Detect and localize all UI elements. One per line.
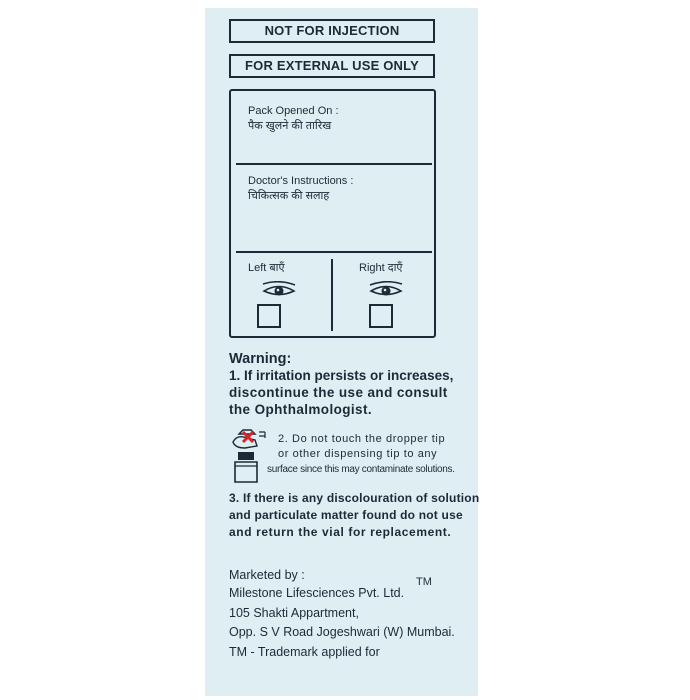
warning-item-2: 2. Do not touch the dropper tip — [278, 433, 446, 445]
external-use-box: FOR EXTERNAL USE ONLY — [229, 54, 435, 78]
pack-opened-label-hindi: पैक खुलने की तारिख — [248, 120, 332, 132]
trademark-note: TM - Trademark applied for — [229, 645, 380, 659]
right-eye-checkbox[interactable] — [369, 304, 393, 328]
right-eye-label: Right दाएँ — [359, 262, 403, 274]
warning-heading: Warning: — [229, 351, 292, 367]
dropper-warning-icon — [225, 426, 271, 484]
left-eye-checkbox[interactable] — [257, 304, 281, 328]
address-line-2: Opp. S V Road Jogeshwari (W) Mumbai. — [229, 625, 455, 639]
warning-item-3: 3. If there is any discolouration of solution — [229, 491, 480, 505]
eye-icon — [261, 281, 297, 299]
divider — [331, 259, 333, 331]
divider — [236, 251, 432, 253]
product-label — [205, 8, 478, 696]
warning-item-1-cont: the Ophthalmologist. — [229, 402, 372, 417]
pack-opened-label: Pack Opened On : — [248, 105, 339, 117]
divider — [236, 163, 432, 165]
warning-item-2-cont: or other dispensing tip to any — [278, 448, 438, 460]
trademark-mark: TM — [416, 576, 432, 588]
warning-item-1: 1. If irritation persists or increases, — [229, 368, 454, 383]
eye-icon — [368, 281, 404, 299]
left-eye-label: Left बाएँ — [248, 262, 285, 274]
not-for-injection-box: NOT FOR INJECTION — [229, 19, 435, 43]
warning-item-1-cont: discontinue the use and consult — [229, 385, 448, 400]
warning-item-3-cont: and return the vial for replacement. — [229, 525, 452, 539]
warning-item-3-cont: and particulate matter found do not use — [229, 508, 463, 522]
warning-item-2-cont: surface since this may contaminate solutions. — [267, 464, 455, 475]
marketed-by-label: Marketed by : — [229, 568, 305, 582]
address-line-1: 105 Shakti Appartment, — [229, 606, 359, 620]
instructions-panel — [229, 89, 436, 338]
doctor-instructions-label-hindi: चिकित्सक की सलाह — [248, 190, 330, 202]
company-name: Milestone Lifesciences Pvt. Ltd. — [229, 586, 405, 600]
doctor-instructions-label: Doctor's Instructions : — [248, 175, 354, 187]
